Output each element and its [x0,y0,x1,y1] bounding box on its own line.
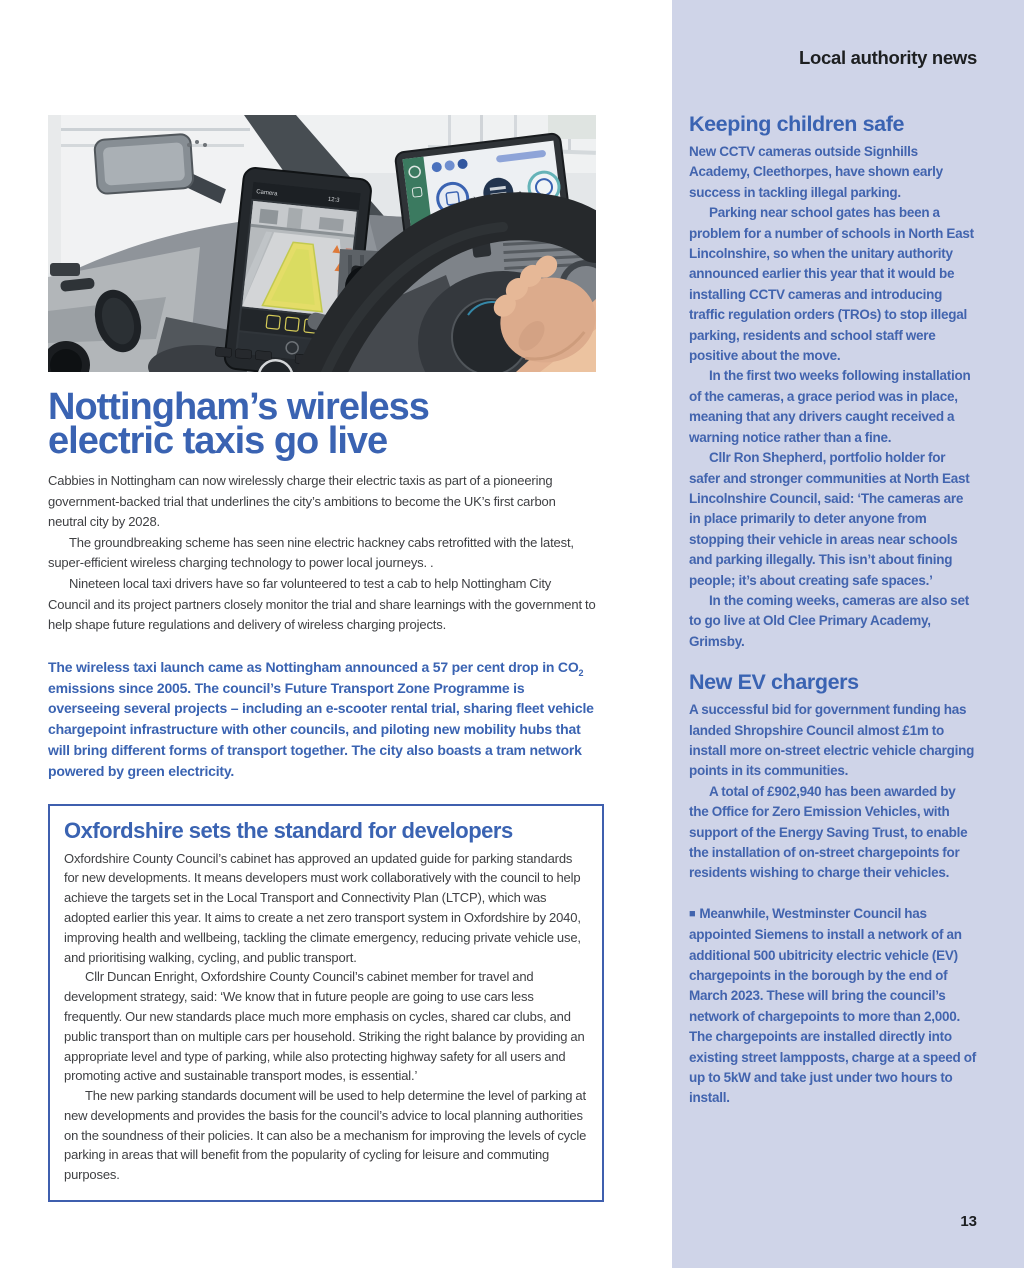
sidebar-heading-new-ev-chargers: New EV chargers [689,670,859,695]
box-paragraph: The new parking standards document will be used to help determine the level of parking at new developments and provides the basis for the council’s advice to local planning authorities on the soundness of their policies. It can also be a mechanism for improving the levels of cycle parking in areas that will benefit from the popularity of cycling for leisure and commuting purposes. [64,1088,587,1183]
article-paragraph: Cabbies in Nottingham can now wirelessly charge their electric taxis as part of a pioneering government-backed trial that underlines the city’s ambitions to become the UK’s first carbon neutral city by 2028. [48,473,556,530]
sidebar-paragraph: A successful bid for government funding has landed Shropshire Council almost £1m to install more on-street electric vehicle charging points in its communities. [689,702,975,779]
box-paragraph: Cllr Duncan Enright, Oxfordshire County Council’s cabinet member for travel and development strategy, said: ‘We know that in future people are going to use cars less frequently. Our new standards place much more emphasis on cycles, shared car clubs, and public transport than on multiple cars per household. Striking the right balance by providing an appropriate level and type of parking, while also protecting highway safety for all users and promoting active and sustainable transport modes, is essential.’ [64,969,585,1084]
sidebar-paragraph: Cllr Ron Shepherd, portfolio holder for safer and stronger communities at North East Lincolnshire Council, said: ‘The cameras are in place primarily to deter anyone from stopping their vehicle in areas near schools and parking illegally. This isn’t about fining people; it’s about creating safe spaces.’ [689,450,970,588]
square-bullet-icon: ■ [689,907,696,920]
news-sidebar [672,0,1024,1268]
main-article-column [48,115,596,1202]
article-headline [48,386,596,462]
sidebar-note-paragraph [689,904,977,1109]
box-paragraph: Oxfordshire County Council’s cabinet has approved an updated guide for parking standards for new developments. It means developers must work collaboratively with the council to help achieve the targets set in the Local Transport and Connectivity Plan (LTCP), which was adopted earlier this year. It aims to create a net zero transport system in Oxfordshire by 2040, improving health and wellbeing, tackling the climate emergency, reducing private vehicle use, and prioritising walking, cycling, and public transport. [64,850,581,965]
taxi-dashboard-photo [48,115,596,372]
note-text: Meanwhile, Westminster Council has appointed Siemens to install a network of an additional 500 ubitricity electric vehicle (EV) chargepoints in the borough by the end of March 2023. These will bring the council’s network of chargepoints to more than 2,000. The chargepoints are installed directly into existing street lampposts, charge at a speed of up to 5kW and take just under two hours to install. [689,905,976,1106]
arrow-icon: → [511,184,525,199]
screen-camera-label: Camera [255,189,278,198]
section-kicker: Local authority news [798,47,977,68]
page-number: 13 [960,1213,977,1230]
oxfordshire-box [48,804,604,1203]
article-paragraph: The groundbreaking scheme has seen nine electric hackney cabs retrofitted with the latest, super-efficient wireless charging technology to power local journeys. . [48,534,574,571]
article-highlight-paragraph [48,657,596,782]
article-paragraph: Nineteen local taxi drivers have so far volunteered to test a cab to help Nottingham City Council and its project partners closely monitor the trial and share learnings with the government to help shape future regulations and delivery of wireless charging projects. [48,575,596,633]
highlight-text: The wireless taxi launch came as Nottingham announced a 57 per cent drop in CO [48,658,579,675]
sidebar-heading-keeping-children-safe: Keeping children safe [689,112,905,136]
box-heading: Oxfordshire sets the standard for developers [64,817,513,843]
highlight-text: emissions since 2005. The council’s Future Transport Zone Programme is overseeing several projects – including an e-scooter rental trial, sharing fleet vehicle chargepoint infrastructure with other councils, and piloting new mobility hubs that will bring different forms of transport together. The city also boasts a tram network powered by green electricity. [48,679,594,779]
sidebar-paragraph: A total of £902,940 has been awarded by the Office for Zero Emission Vehicles, with support of the Energy Saving Trust, to enable the installation of on-street chargepoints for residents wishing to charge their vehicles. [689,783,968,881]
screen-clock: 12:3 [327,196,340,204]
headline-line-1: Nottingham’s wireless [48,386,429,428]
sidebar-paragraph: In the coming weeks, cameras are also set to go live at Old Clee Primary Academy, Grimsby. [689,592,970,649]
co2-subscript: 2 [578,667,584,678]
sidebar-paragraph: Parking near school gates has been a problem for a number of schools in North East Lincolnshire, so when the unitary authority announced earlier this year that it would be installing CCTV cameras and introducing traffic regulation orders (TROs) to stop illegal parking, residents and school staff were positive about the move. [689,205,974,364]
sidebar-paragraph: New CCTV cameras outside Signhills Academy, Cleethorpes, have shown early success in tackling illegal parking. [689,144,943,200]
arrow-icon: → [465,190,479,204]
sidebar-paragraph: In the first two weeks following installation of the cameras, a grace period was in place, meaning that any drivers caught received a warning notice rather than a fine. [689,368,971,445]
headline-line-2: electric taxis go live [48,420,388,462]
